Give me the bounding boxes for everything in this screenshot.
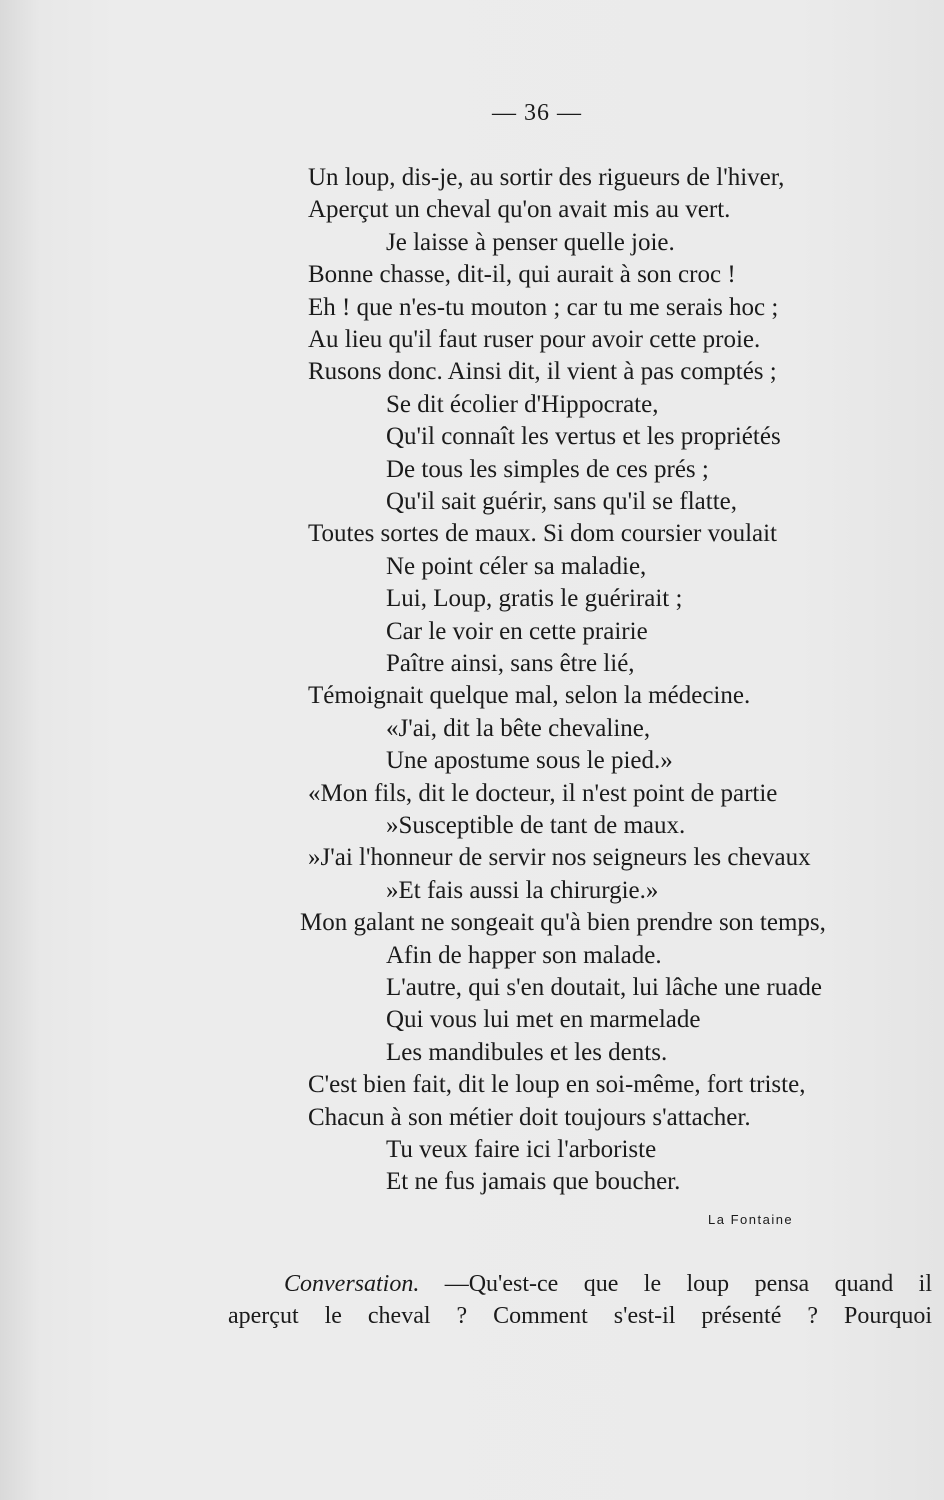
poem-line: Toutes sortes de maux. Si dom coursier voulait xyxy=(308,520,778,548)
poem-line: Au lieu qu'il faut ruser pour avoir cette proie. xyxy=(308,326,761,353)
poem-line: «Mon fils, dit le docteur, il n'est point de partie xyxy=(308,779,778,807)
conversation-question: —Qu'est-ce que le loup pensa quand il xyxy=(419,1271,932,1297)
poem-line: C'est bien fait, dit le loup en soi-même, fort triste, xyxy=(308,1071,806,1099)
poem-attribution: La Fontaine xyxy=(708,1212,794,1227)
poem-line: Lui, Loup, gratis le guérirait ; xyxy=(386,585,683,613)
poem-line: «J'ai, dit la bête chevaline, xyxy=(386,714,651,742)
poem-line: Une apostume sous le pied.» xyxy=(386,747,673,775)
poem-line: Rusons donc. Ainsi dit, il vient à pas comptés ; xyxy=(308,358,777,386)
conversation-line-1 xyxy=(228,1268,932,1300)
poem-line: Afin de happer son malade. xyxy=(386,941,662,969)
conversation-paragraph xyxy=(228,1268,932,1332)
poem-line: Se dit écolier d'Hippocrate, xyxy=(386,390,659,418)
conversation-line-2: aperçut le cheval ? Comment s'est-il présenté ? Pourquoi xyxy=(228,1303,932,1329)
poem-line: Bonne chasse, dit-il, qui aurait à son croc ! xyxy=(308,261,736,289)
poem-line: Eh ! que n'es-tu mouton ; car tu me serais hoc ; xyxy=(308,293,779,321)
poem-line: Car le voir en cette prairie xyxy=(386,617,648,645)
poem-line: Mon galant ne songeait qu'à bien prendre son temps, xyxy=(300,909,826,937)
poem-line: Les mandibules et les dents. xyxy=(386,1038,668,1066)
poem-line: »Susceptible de tant de maux. xyxy=(386,812,686,839)
page-number: — 36 — xyxy=(492,100,582,126)
poem-line: Tu veux faire ici l'arboriste xyxy=(386,1136,657,1163)
poem-line: »Et fais aussi la chirurgie.» xyxy=(386,876,659,904)
poem-line: De tous les simples de ces prés ; xyxy=(386,455,709,483)
poem-line: Témoignait quelque mal, selon la médecine. xyxy=(308,682,751,710)
poem-line: Ne point céler sa maladie, xyxy=(386,552,647,580)
poem-line: Un loup, dis-je, au sortir des rigueurs de l'hiver, xyxy=(308,164,785,191)
poem-line: Qu'il sait guérir, sans qu'il se flatte, xyxy=(386,488,737,515)
poem-line: Qui vous lui met en marmelade xyxy=(386,1006,701,1034)
poem-line: Chacun à son métier doit toujours s'attacher. xyxy=(308,1103,751,1131)
conversation-heading: Conversation. xyxy=(284,1271,420,1297)
poem-line: Qu'il connaît les vertus et les propriétés xyxy=(386,423,781,451)
poem-line: Aperçut un cheval qu'on avait mis au vert. xyxy=(308,196,731,224)
poem-line: »J'ai l'honneur de servir nos seigneurs les chevaux xyxy=(308,844,811,872)
poem-line: Et ne fus jamais que boucher. xyxy=(386,1168,681,1196)
poem-line: Je laisse à penser quelle joie. xyxy=(386,228,675,256)
poem-line: L'autre, qui s'en doutait, lui lâche une ruade xyxy=(386,974,822,1001)
poem-line: Paître ainsi, sans être lié, xyxy=(386,650,635,677)
